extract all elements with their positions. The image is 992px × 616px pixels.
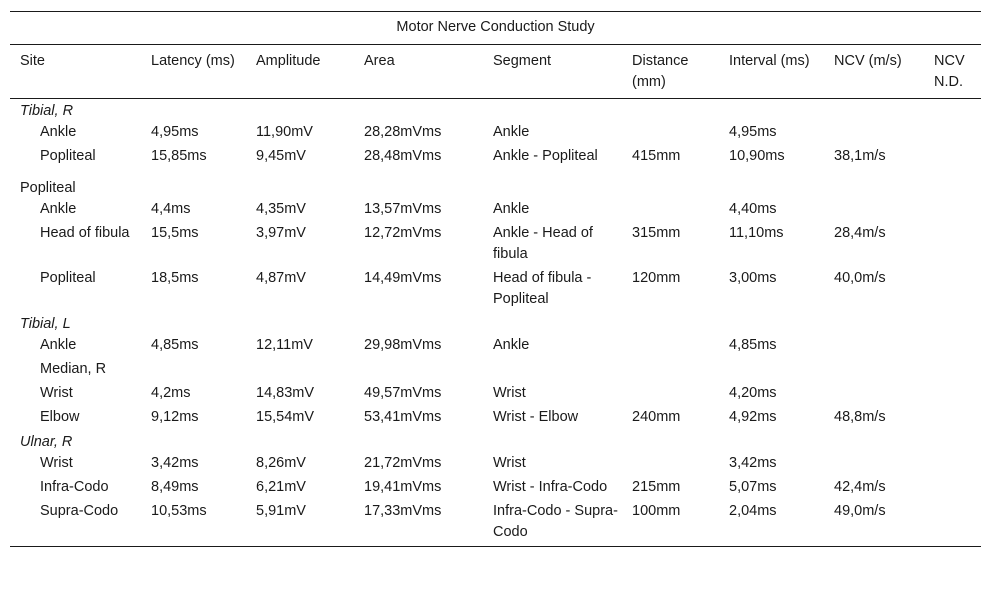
table-row xyxy=(10,406,981,430)
cell-latency: 4,4ms xyxy=(151,201,191,217)
cell-segment: Wrist xyxy=(493,455,526,471)
table-row xyxy=(10,145,981,169)
cell-site: Ankle xyxy=(40,337,77,353)
cell-distance xyxy=(622,452,719,476)
cell-distance: 240mm xyxy=(632,409,681,425)
cell-distance: 100mm xyxy=(622,500,719,547)
cell-latency: 15,5ms xyxy=(151,225,199,241)
cell-distance xyxy=(622,382,719,406)
cell-interval: 4,95ms xyxy=(729,124,777,140)
cell-ncv xyxy=(824,358,924,382)
section-header-row xyxy=(10,169,981,198)
cell-site: Head of fibula xyxy=(40,225,130,241)
cell-interval: 2,04ms xyxy=(719,500,824,547)
cell-interval: 4,92ms xyxy=(729,409,777,425)
cell-latency: 4,95ms xyxy=(151,124,199,140)
header-ncv: NCV (m/s) xyxy=(824,45,924,99)
cell-area: 28,28mVms xyxy=(364,124,442,140)
cell-distance: 120mm xyxy=(632,270,681,286)
table-row xyxy=(10,476,981,500)
cell-amplitude: 14,83mV xyxy=(256,385,315,401)
cell-area xyxy=(354,358,483,382)
cell-interval: 3,00ms xyxy=(729,270,777,286)
cell-latency: 15,85ms xyxy=(151,148,207,164)
table-caption-row xyxy=(10,12,981,45)
cell-amplitude: 6,21mV xyxy=(256,479,306,495)
header-area: Area xyxy=(354,45,483,99)
cell-site: Supra-Codo xyxy=(10,500,141,547)
cell-segment xyxy=(483,358,622,382)
cell-site: Popliteal xyxy=(40,148,96,164)
table-row xyxy=(10,334,981,358)
cell-latency xyxy=(141,358,246,382)
cell-ncv xyxy=(824,198,924,222)
table-row xyxy=(10,198,981,222)
cell-ncv: 48,8m/s xyxy=(834,409,886,425)
cell-area: 13,57mVms xyxy=(364,201,442,217)
cell-segment: Wrist - Elbow xyxy=(493,409,579,425)
cell-segment: Ankle - Popliteal xyxy=(493,148,598,164)
cell-ncv: 42,4m/s xyxy=(834,479,886,495)
cell-ncv-nd xyxy=(924,222,981,267)
header-distance: Distance (mm) xyxy=(622,45,719,99)
table-row xyxy=(10,382,981,406)
table-caption: Motor Nerve Conduction Study xyxy=(10,12,981,45)
cell-latency: 4,85ms xyxy=(151,337,199,353)
cell-distance xyxy=(622,334,719,358)
cell-interval: 4,20ms xyxy=(729,385,777,401)
section-header-row xyxy=(10,430,981,452)
cell-ncv: 49,0m/s xyxy=(824,500,924,547)
section-label: Ulnar, R xyxy=(20,434,73,450)
cell-area: 29,98mVms xyxy=(364,337,442,353)
cell-segment: Ankle xyxy=(493,201,530,217)
cell-amplitude: 15,54mV xyxy=(256,409,315,425)
table-header-row xyxy=(10,45,981,99)
cell-latency: 10,53ms xyxy=(141,500,246,547)
cell-interval: 4,85ms xyxy=(729,337,777,353)
cell-ncv-nd xyxy=(924,145,981,169)
cell-area: 12,72mVms xyxy=(364,225,442,241)
cell-interval: 5,07ms xyxy=(729,479,777,495)
cell-site: Elbow xyxy=(40,409,80,425)
section-label: Popliteal xyxy=(20,180,76,196)
header-site: Site xyxy=(10,45,141,99)
table-row xyxy=(10,267,981,312)
header-latency: Latency (ms) xyxy=(141,45,246,99)
cell-amplitude: 5,91mV xyxy=(246,500,354,547)
table-row xyxy=(10,358,981,382)
cell-segment: Ankle xyxy=(493,124,530,140)
cell-interval: 4,40ms xyxy=(729,201,777,217)
cell-latency: 4,2ms xyxy=(151,385,191,401)
cell-interval xyxy=(719,358,824,382)
header-amplitude: Amplitude xyxy=(246,45,354,99)
cell-site: Wrist xyxy=(40,455,73,471)
section-label: Tibial, R xyxy=(20,103,74,119)
cell-segment: Wrist - Infra-Codo xyxy=(493,479,608,495)
cell-amplitude: 3,97mV xyxy=(256,225,306,241)
cell-area: 21,72mVms xyxy=(364,455,442,471)
header-interval: Interval (ms) xyxy=(719,45,824,99)
cell-segment: Head of fibula - Popliteal xyxy=(493,270,592,307)
cell-ncv-nd xyxy=(924,334,981,358)
cell-distance xyxy=(622,121,719,145)
cell-ncv-nd xyxy=(924,382,981,406)
cell-segment: Infra-Codo - Supra-Codo xyxy=(483,500,622,547)
cell-ncv: 28,4m/s xyxy=(834,225,886,241)
table-row xyxy=(10,452,981,476)
cell-interval: 11,10ms xyxy=(729,225,784,241)
cell-site: Wrist xyxy=(40,385,73,401)
cell-amplitude: 12,11mV xyxy=(256,337,313,353)
cell-ncv xyxy=(824,121,924,145)
nerve-conduction-table xyxy=(10,11,981,547)
cell-area: 53,41mVms xyxy=(364,409,442,425)
cell-ncv-nd xyxy=(924,358,981,382)
cell-ncv-nd xyxy=(924,452,981,476)
cell-distance: 215mm xyxy=(632,479,681,495)
cell-interval: 3,42ms xyxy=(729,455,777,471)
cell-ncv: 38,1m/s xyxy=(834,148,886,164)
cell-segment: Ankle xyxy=(493,337,530,353)
cell-ncv xyxy=(824,334,924,358)
nerve-conduction-table-container xyxy=(10,11,981,547)
section-header-row xyxy=(10,99,981,122)
cell-latency: 18,5ms xyxy=(151,270,199,286)
cell-amplitude: 8,26mV xyxy=(256,455,306,471)
cell-ncv-nd xyxy=(924,267,981,312)
cell-interval: 10,90ms xyxy=(729,148,785,164)
cell-ncv-nd xyxy=(924,121,981,145)
cell-amplitude xyxy=(246,358,354,382)
cell-amplitude: 9,45mV xyxy=(256,148,306,164)
table-row xyxy=(10,222,981,267)
cell-amplitude: 4,35mV xyxy=(256,201,306,217)
section-label: Tibial, L xyxy=(20,316,71,332)
cell-distance xyxy=(622,198,719,222)
cell-area: 14,49mVms xyxy=(364,270,442,286)
cell-ncv xyxy=(824,452,924,476)
cell-latency: 3,42ms xyxy=(151,455,199,471)
cell-site: Ankle xyxy=(40,201,77,217)
table-row xyxy=(10,500,981,547)
cell-segment: Wrist xyxy=(493,385,526,401)
cell-area: 49,57mVms xyxy=(364,385,442,401)
cell-amplitude: 4,87mV xyxy=(256,270,306,286)
cell-ncv-nd xyxy=(924,406,981,430)
cell-distance: 315mm xyxy=(632,225,681,241)
cell-area: 17,33mVms xyxy=(354,500,483,547)
cell-site: Infra-Codo xyxy=(40,479,109,495)
cell-area: 28,48mVms xyxy=(364,148,442,164)
cell-segment: Ankle - Head of fibula xyxy=(493,225,593,262)
section-header-row xyxy=(10,312,981,334)
table-row xyxy=(10,121,981,145)
cell-area: 19,41mVms xyxy=(364,479,442,495)
cell-distance: 415mm xyxy=(632,148,681,164)
header-segment: Segment xyxy=(483,45,622,99)
cell-latency: 8,49ms xyxy=(151,479,199,495)
cell-ncv-nd xyxy=(924,476,981,500)
cell-site: Popliteal xyxy=(40,270,96,286)
table-body xyxy=(10,99,981,547)
cell-site: Median, R xyxy=(40,361,107,377)
cell-amplitude: 11,90mV xyxy=(256,124,313,140)
cell-ncv-nd xyxy=(924,500,981,547)
cell-site: Ankle xyxy=(40,124,77,140)
cell-latency: 9,12ms xyxy=(151,409,199,425)
cell-ncv-nd xyxy=(924,198,981,222)
cell-ncv: 40,0m/s xyxy=(834,270,886,286)
header-ncv-nd: NCV N.D. xyxy=(924,45,981,99)
cell-distance xyxy=(622,358,719,382)
cell-ncv xyxy=(824,382,924,406)
